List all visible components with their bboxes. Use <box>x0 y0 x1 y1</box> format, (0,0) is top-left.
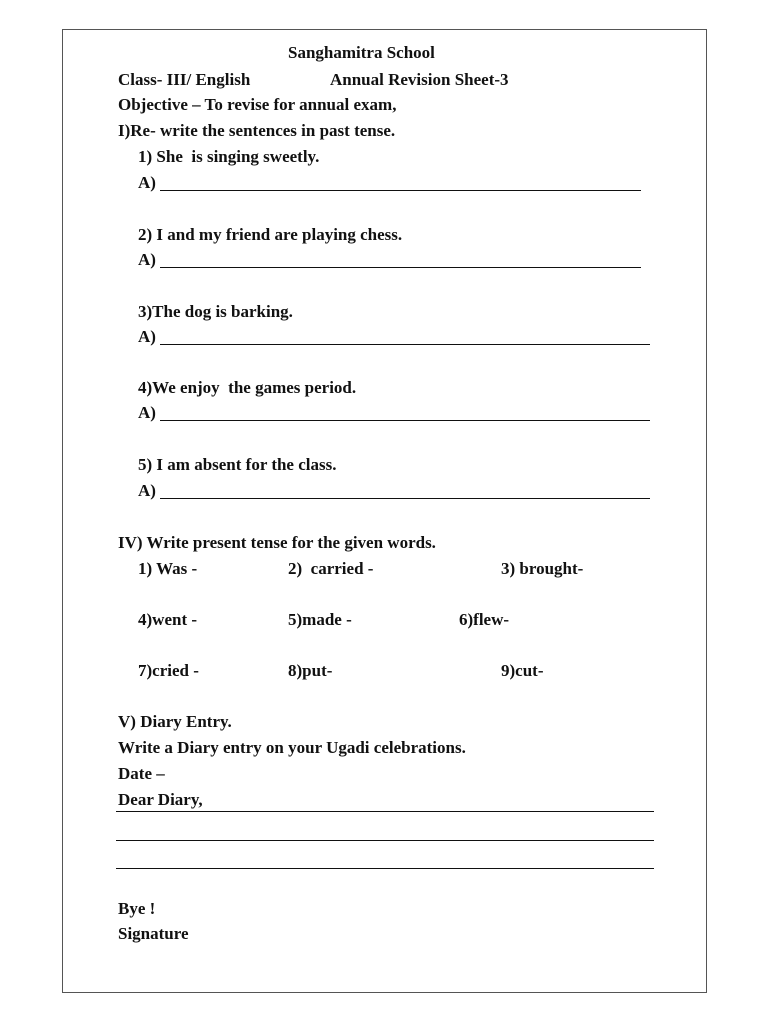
sheet-title: Annual Revision Sheet-3 <box>330 70 509 89</box>
question-1: 1) She is singing sweetly. <box>138 147 320 166</box>
answer-line-4[interactable] <box>160 420 650 421</box>
question-3: 3)The dog is barking. <box>138 302 293 321</box>
answer-line-5[interactable] <box>160 498 650 499</box>
word-6: 6)flew- <box>459 610 510 629</box>
word-8: 8)put- <box>288 661 333 680</box>
question-5: 5) I am absent for the class. <box>138 455 337 474</box>
diary-line-3[interactable] <box>116 868 654 869</box>
word-7: 7)cried - <box>138 661 199 680</box>
signature-label: Signature <box>118 924 189 943</box>
answer-line-3[interactable] <box>160 344 650 345</box>
class-subject: Class- III/ English <box>118 70 251 89</box>
diary-instruction: Write a Diary entry on your Ugadi celebrations. <box>118 738 466 757</box>
word-4: 4)went - <box>138 610 198 629</box>
word-9: 9)cut- <box>501 661 544 680</box>
answer-label-2: A) <box>138 250 156 269</box>
word-3: 3) brought- <box>501 559 584 578</box>
answer-label-5: A) <box>138 481 156 500</box>
section1-heading: I)Re- write the sentences in past tense. <box>118 121 396 140</box>
question-4: 4)We enjoy the games period. <box>138 378 357 397</box>
answer-label-4: A) <box>138 403 156 422</box>
diary-closing: Bye ! <box>118 899 156 918</box>
section5-heading: V) Diary Entry. <box>118 712 232 731</box>
answer-label-3: A) <box>138 327 156 346</box>
diary-line-1[interactable] <box>116 811 654 812</box>
objective: Objective – To revise for annual exam, <box>118 95 397 114</box>
diary-salutation: Dear Diary, <box>118 790 203 809</box>
answer-label-1: A) <box>138 173 156 192</box>
word-5: 5)made - <box>288 610 352 629</box>
answer-line-1[interactable] <box>160 190 641 191</box>
answer-line-2[interactable] <box>160 267 641 268</box>
diary-line-2[interactable] <box>116 840 654 841</box>
school-name: Sanghamitra School <box>288 43 435 62</box>
word-2: 2) carried - <box>288 559 374 578</box>
question-2: 2) I and my friend are playing chess. <box>138 225 403 244</box>
worksheet-border <box>62 29 707 993</box>
word-1: 1) Was - <box>138 559 198 578</box>
date-label: Date – <box>118 764 165 783</box>
section4-heading: IV) Write present tense for the given words. <box>118 533 436 552</box>
